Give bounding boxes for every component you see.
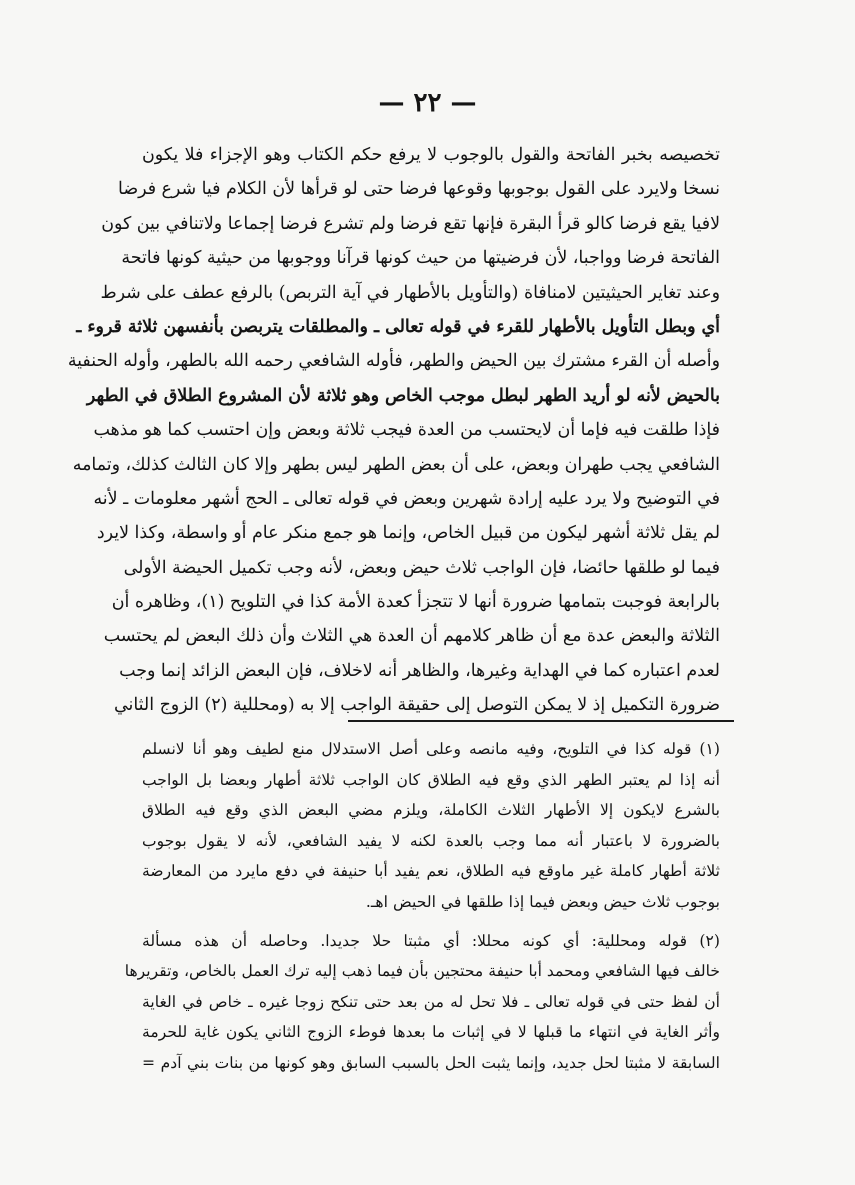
footnotes	[124, 734, 721, 1079]
footnote-line: وأثر الغاية في انتهاء ما قبلها لا في إثبات ما بعدها فوطء الزوج الثاني يكون غاية للحرمة	[142, 1023, 720, 1042]
footnote-line: خالف فيها الشافعي ومحمد أبا حنيفة محتجين بأن فيما ذهب إليه ترك العمل بالخاص، وتقريرها	[124, 962, 720, 981]
footnote-line: (٢) قوله ومحللية: أي كونه محللا: أي مثبتا حلا جديدا. وحاصله أن هذه مسألة	[142, 931, 720, 950]
footnote-2	[124, 926, 720, 1079]
footnote-line: بالشرع لايكون إلا الأطهار الثلاث الكاملة، ويلزم مضي البعض الذي وقع فيه الطلاق	[142, 801, 721, 820]
text-line: لم يقل ثلاثة أشهر ليكون من قبيل الخاص، وإنما هو جمع منكر عام أو واسطة، وكذا لايرد	[96, 523, 720, 544]
main-text	[67, 138, 720, 723]
page-number: — ٢٢ —	[378, 88, 477, 118]
text-line: لعدم اعتباره كما في الهداية وغيرها، والظاهر أنه لاخلاف، فإن البعض الزائد إنما وجب	[119, 660, 720, 681]
footnote-line: أنه إذا لم يعتبر الطهر الذي وقع فيه الطلاق كان الواجب ثلاثة أطهار وبعضا بل الواجب	[142, 770, 720, 789]
text-line: الفاتحة فرضا وواجبا، لأن فرضيتها من حيث كونها قرآنا ووجوبها من حيثية كونها فاتحة	[121, 248, 720, 269]
text-line: بالرابعة فوجبت بتمامها ضرورة أنها لا تتجزأ كعدة الأمة كذا في التلويح (١)، وظاهره أن	[111, 592, 720, 613]
footnote-line: ثلاثة أطهار كاملة غير ماوقع فيه الطلاق، نعم يفيد أبا حنيفة في دفع مايرد من المعارضة	[142, 862, 720, 881]
text-line: فإذا طلقت فيه فإما أن لايحتسب من العدة فيجب ثلاثة وبعض وإن احتسب كما هو مذهب	[93, 420, 720, 441]
text-line: الشافعي يجب طهران وبعض، على أن بعض الطهر ليس بطهر وإلا كان الثالث كذلك، وتمامه	[72, 454, 720, 475]
text-line: فيما لو طلقها حائضا، فإن الواجب ثلاث حيض وبعض، لأنه وجب تكميل الحيضة الأولى	[123, 557, 720, 578]
footnote-line: (١) قوله كذا في التلويح، وفيه مانصه وعلى أصل الاستدلال منع لطيف وهو أنا لانسلم	[142, 740, 720, 758]
text-line: الثلاثة والبعض عدة مع أن ظاهر كلامهم أن العدة هي الثلاث وأن ذلك البعض لم يحتسب	[103, 626, 720, 647]
footnote-line: بوجوب ثلاث حيض وبعض فيما إذا طلقها في الحيض اهـ.	[365, 892, 720, 911]
text-line: وأصله أن القرء مشترك بين الحيض والطهر، فأوله الشافعي رحمه الله بالطهر، وأوله الحنفية	[67, 351, 720, 372]
text-line: أي وبطل التأويل بالأطهار للقرء في قوله تعالى ـ والمطلقات يتربصن بأنفسهن ثلاثة قروء ـ	[76, 316, 720, 337]
text-line: بالحيض لأنه لو أريد الطهر لبطل موجب الخاص وهو ثلاثة لأن المشروع الطلاق في الطهر	[86, 385, 720, 406]
text-line: لافيا يقع فرضا كالو قرأ البقرة فإنها تقع فرضا ولم تشرع فرضا إجماعا ولاتنافي بين كون	[101, 213, 720, 234]
footnote-divider	[348, 720, 734, 722]
footnote-line: السابقة لا مثبتا لحل جديد، وإنما يثبت الحل بالسبب السابق وهو كونها من بنات بني آدم =	[142, 1053, 720, 1072]
text-line: وعند تغاير الحيثيتين لامنافاة (والتأويل بالأطهار في آية التربص) بالرفع عطف على شرط	[100, 282, 720, 303]
text-line: في التوضيح ولا يرد عليه إرادة شهرين وبعض في قوله تعالى ـ الحج أشهر معلومات ـ لأنه	[93, 488, 720, 509]
footnote-line: أن لفظ حتى في قوله تعالى ـ فلا تحل له من بعد حتى تنكح زوجا غيره ـ خاص في الغاية	[142, 992, 720, 1011]
text-line: ضرورة التكميل إذ لا يمكن التوصل إلى حقيقة الواجب إلا به (ومحللية (٢) الزوج الثاني	[114, 695, 720, 716]
text-line: نسخا ولايرد على القول بوجوبها وقوعها فرضا حتى لو قرأها لأن الكلام فيا شرع فرضا	[118, 179, 720, 200]
text-line: تخصيصه بخبر الفاتحة والقول بالوجوب لا يرفع حكم الكتاب وهو الإجزاء فلا يكون	[142, 145, 720, 165]
footnote-1	[142, 734, 720, 918]
footnote-line: بالضرورة لا باعتبار أنه مما وجب بالعدة لكنه لا يفيد الشافعي، لأنه لا يقول بوجوب	[142, 831, 720, 850]
